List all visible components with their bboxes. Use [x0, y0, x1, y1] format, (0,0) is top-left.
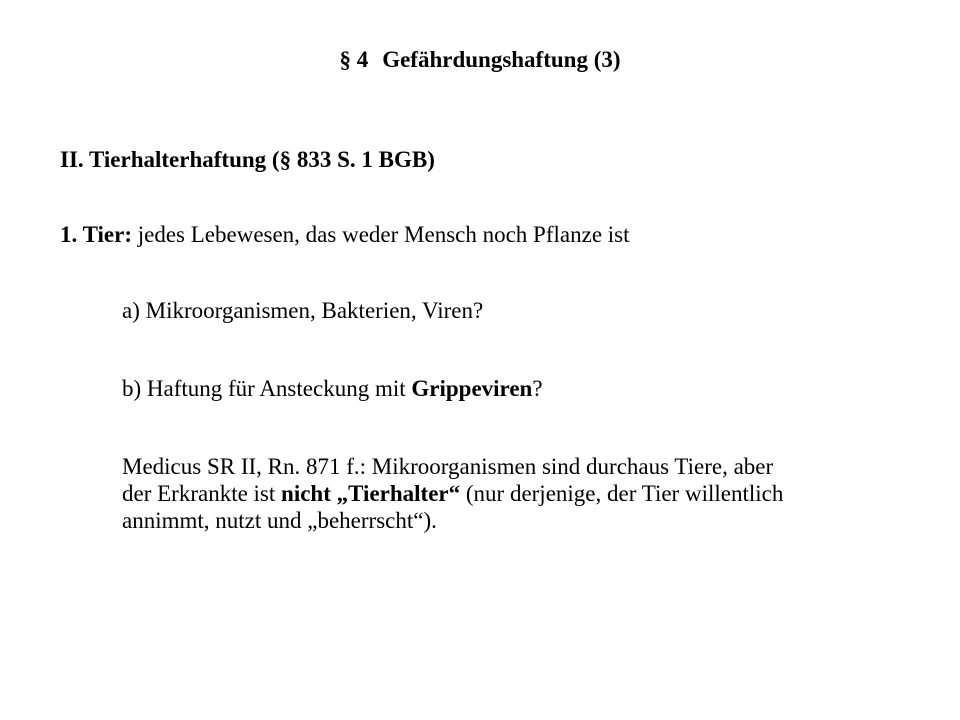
- medicus-paragraph: [122, 453, 783, 534]
- item-b: [122, 375, 543, 402]
- item-b-after: ?: [532, 376, 543, 401]
- medicus-line-2-after: (nur derjenige, der Tier willentlich: [460, 481, 784, 506]
- item-a: a) Mikroorganismen, Bakterien, Viren?: [122, 298, 484, 323]
- medicus-line-2-bold: nicht „Tierhalter“: [281, 481, 461, 506]
- medicus-line-2-before: der Erkrankte ist: [122, 481, 282, 506]
- item-b-before: b) Haftung für Ansteckung mit: [122, 376, 412, 401]
- medicus-line-3: annimmt, nutzt und „beherrscht“).: [122, 508, 437, 533]
- item-tier-label: 1. Tier:: [60, 222, 132, 247]
- medicus-line-1: Medicus SR II, Rn. 871 f.: Mikroorganismen sind durchaus Tiere, aber: [122, 454, 774, 479]
- subsection-heading: II. Tierhalterhaftung (§ 833 S. 1 BGB): [60, 147, 435, 172]
- item-b-bold: Grippeviren: [411, 376, 533, 401]
- section-number: § 4: [339, 47, 369, 72]
- slide-title: [0, 47, 960, 73]
- item-tier-text: jedes Lebewesen, das weder Mensch noch Pflanze ist: [131, 222, 630, 247]
- medicus-line-2: [122, 480, 783, 507]
- item-tier: [60, 221, 630, 248]
- section-name: Gefährdungshaftung (3): [382, 47, 621, 72]
